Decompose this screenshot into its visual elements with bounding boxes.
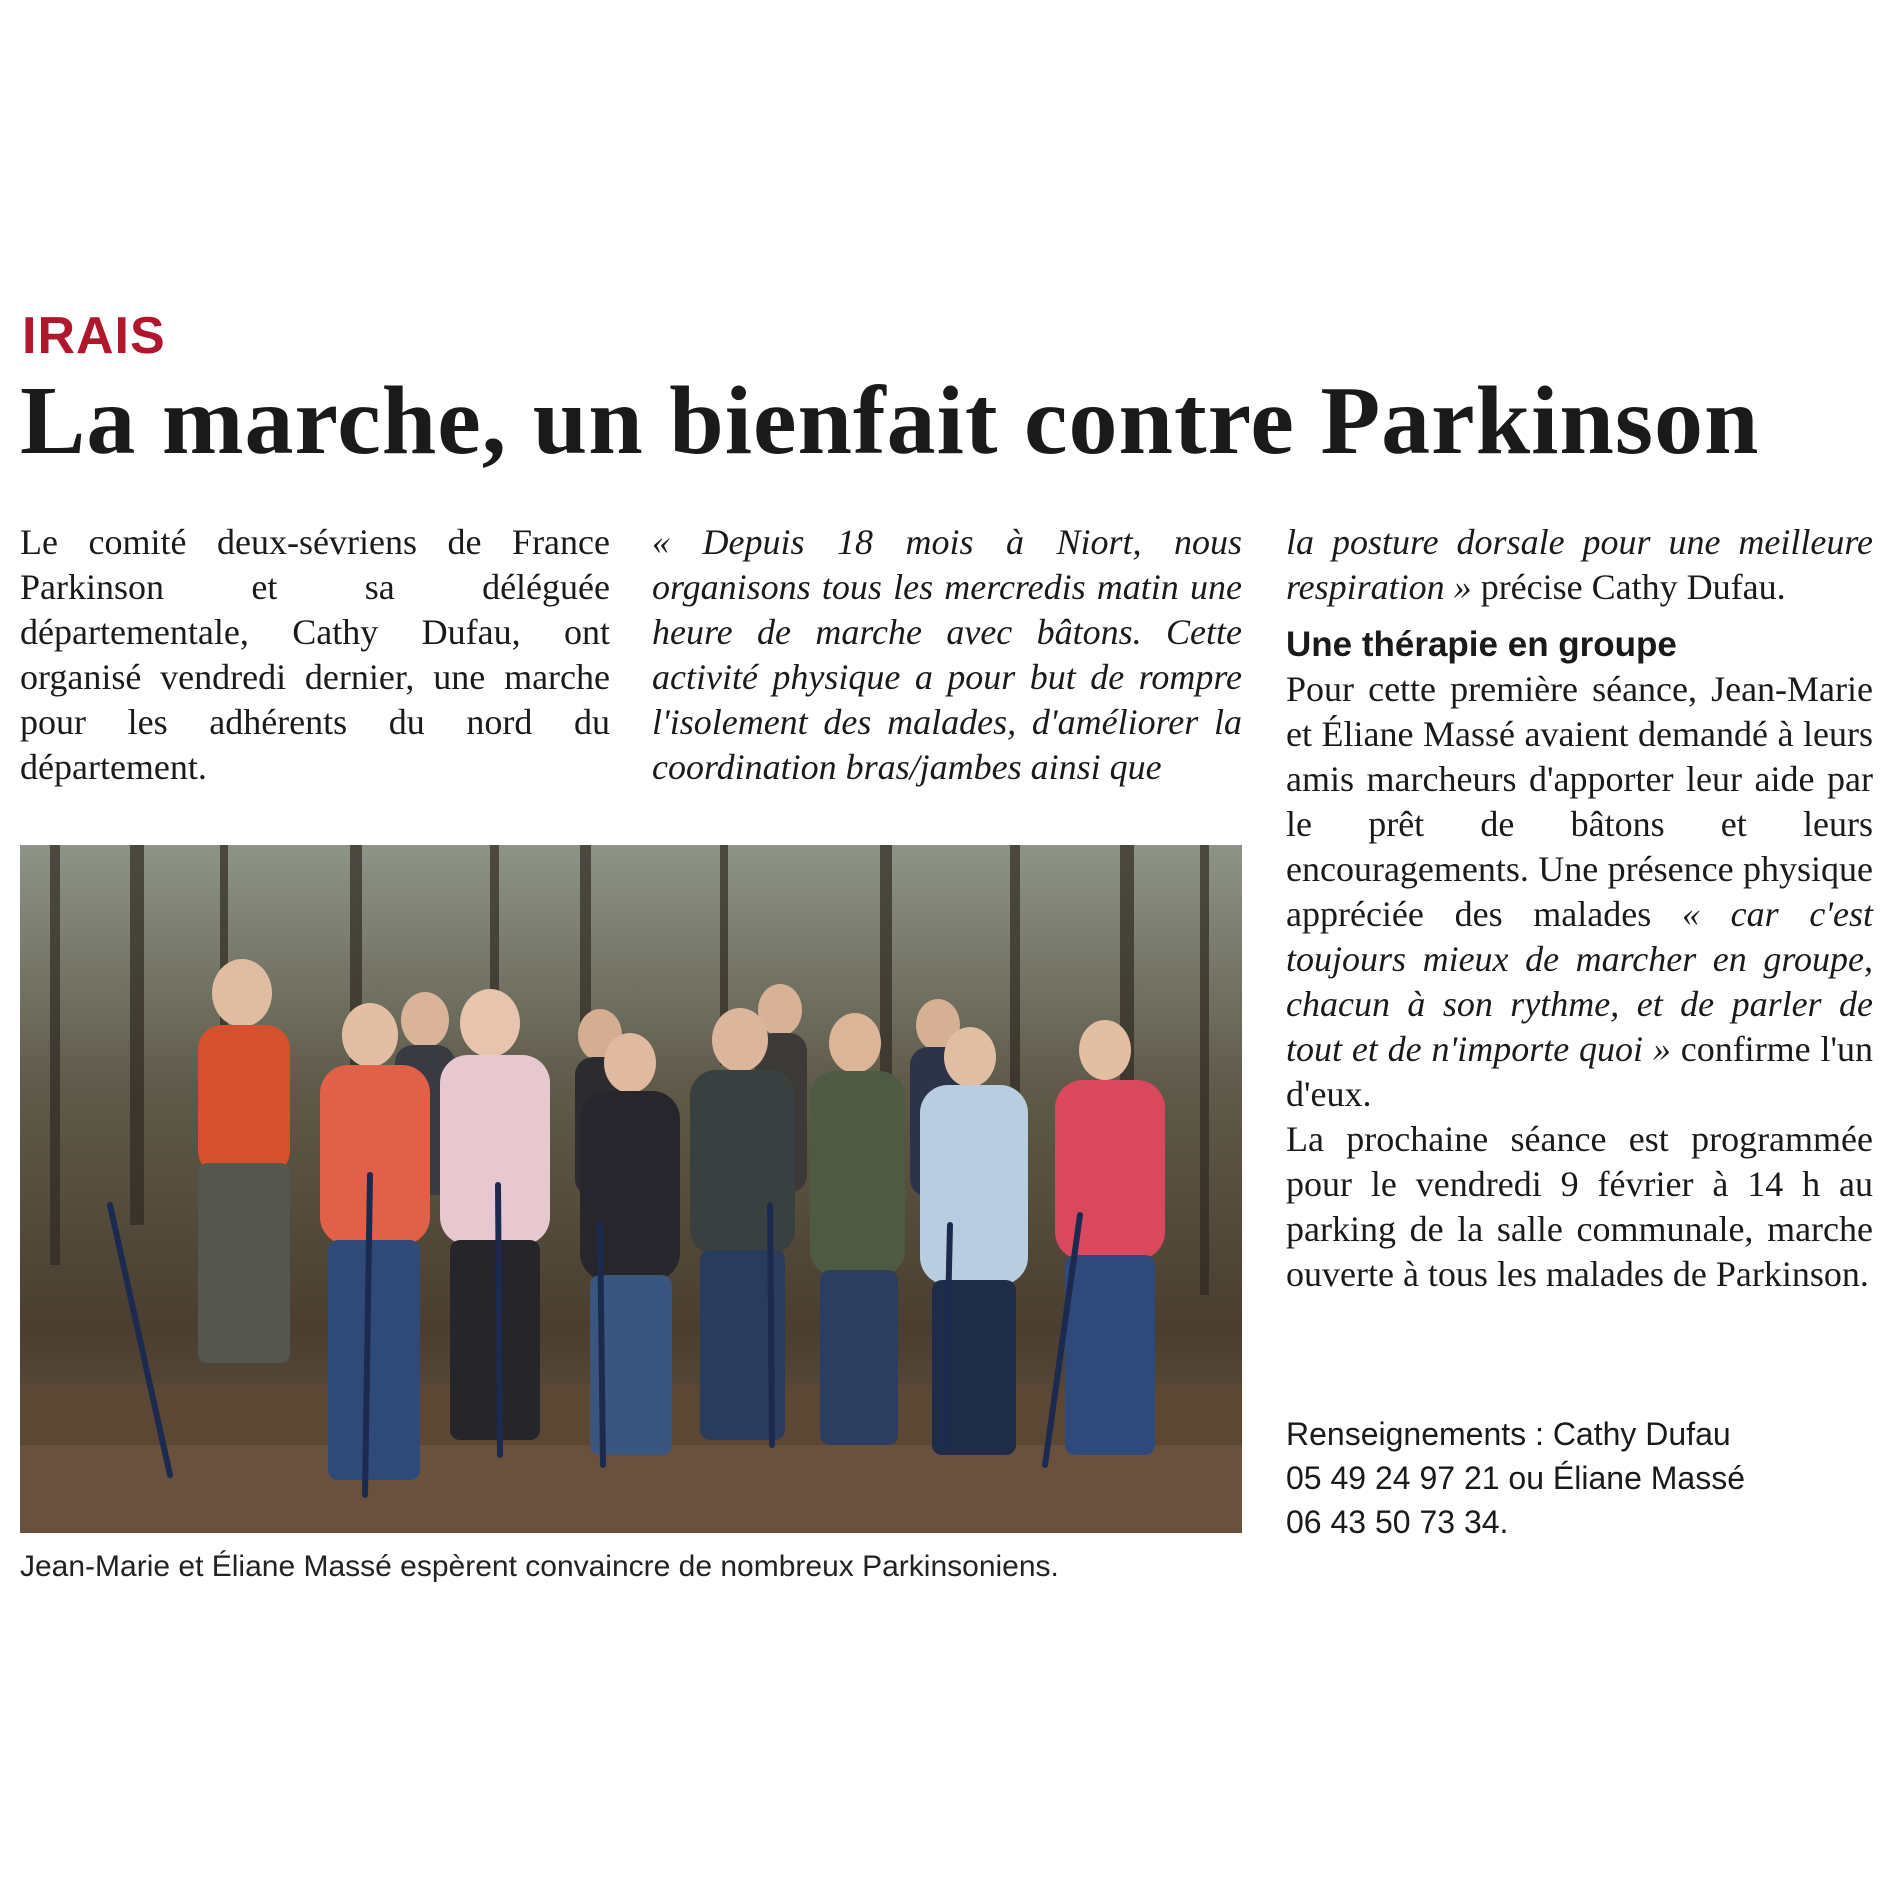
section-kicker: IRAIS [22,307,166,365]
quote-continuation [1286,520,1873,610]
quote-end: la posture dorsale pour une meilleure respiration » [1286,522,1873,607]
info-line-2: 05 49 24 97 21 ou Éliane Massé [1286,1460,1745,1496]
info-line-3: 06 43 50 73 34. [1286,1504,1509,1540]
quote-2-attribution: confirme l'un d'eux. [1286,1029,1873,1114]
column-2 [652,520,1242,790]
column-1 [20,520,610,790]
subheading: Une thérapie en groupe [1286,625,1677,664]
intro-paragraph: Le comité deux-sévriens de France Parkinson et sa déléguée départementale, Cathy Dufau, ont organisé vendredi dernier, une marche pour les adhérents du nord du département. [20,522,610,787]
quote-attribution: précise Cathy Dufau. [1471,567,1786,607]
headline: La marche, un bienfait contre Parkinson [20,367,1760,475]
quote-2: « car c'est toujours mieux de marcher en groupe, chacun à son rythme, et de parler de tout et de n'importe quoi » [1286,894,1873,1069]
column-3 [1286,520,1873,1297]
info-box [1286,1412,1873,1544]
body-paragraph-3: La prochaine séance est programmée pour le vendredi 9 février à 14 h au parking de la salle communale, marche ouverte à tous les malades de Parkinson. [1286,1119,1873,1294]
para2-text: Pour cette première séance, Jean-Marie et Éliane Massé avaient demandé à leurs amis marcheurs d'apporter leur aide par le prêt de bâtons et leurs encouragements. Une présence physique appréciée des malades [1286,669,1873,934]
photo-caption: Jean-Marie et Éliane Massé espèrent convaincre de nombreux Parkinsoniens. [20,1550,1059,1583]
info-line-1: Renseignements : Cathy Dufau [1286,1416,1731,1452]
group-photo [20,845,1242,1533]
body-paragraph-2 [1286,667,1873,1117]
quote-paragraph: « Depuis 18 mois à Niort, nous organisons tous les mercredis matin une heure de marche avec bâtons. Cette activité physique a pour but de rompre l'isolement des malades, d'améliorer la coordination bras/jambes ainsi que [652,522,1242,787]
